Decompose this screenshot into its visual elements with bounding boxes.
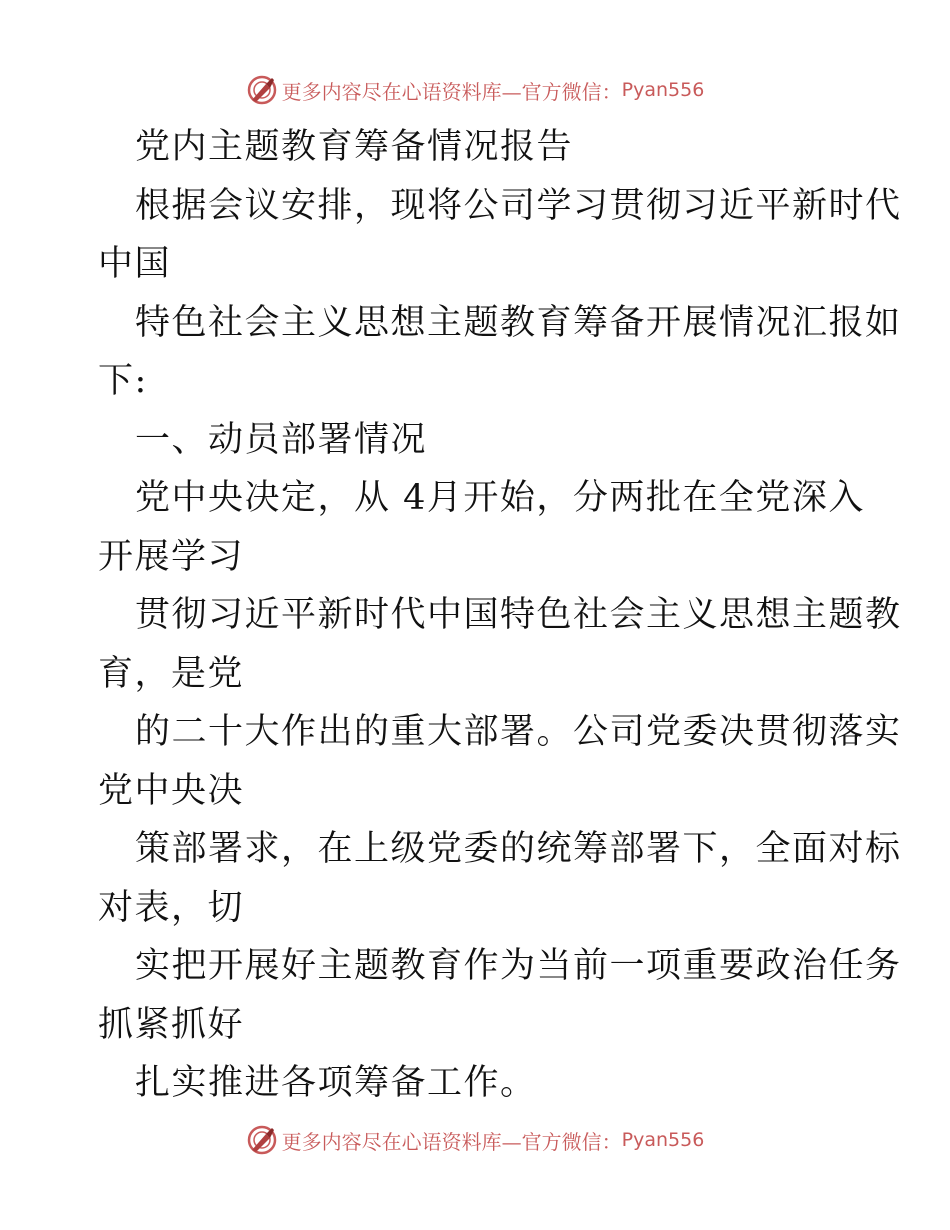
text-line: 中国	[98, 244, 172, 284]
text-line: 扎实推进各项筹备工作。	[135, 1063, 537, 1103]
text-line: 特色社会主义思想主题教育筹备开展情况汇报如	[135, 302, 902, 343]
text-line: 根据会议安排，现将公司学习贯彻习近平新时代	[135, 185, 902, 226]
document-body	[98, 118, 902, 1113]
pen-logo-icon	[246, 74, 278, 106]
pen-logo-icon	[246, 1124, 278, 1156]
text-line: 的二十大作出的重大部署。公司党委决贯彻落实	[135, 712, 902, 752]
text-line: 下:	[98, 361, 148, 401]
text-line: 贯彻习近平新时代中国特色社会主义思想主题教	[135, 595, 902, 635]
text-line: 实把开展好主题教育作为当前一项重要政治任务	[135, 946, 902, 986]
text-line: 育，是党	[98, 653, 245, 694]
banner-wechat-id: Pyan556	[621, 79, 705, 101]
text-line: 策部署求，在上级党委的统筹部署下，全面对标	[135, 829, 902, 869]
banner-wechat-id: Pyan556	[621, 1129, 705, 1151]
text-line: 党中央决定，从 4月开始，分两批在全党深入	[135, 478, 865, 518]
text-line: 一、动员部署情况	[135, 419, 428, 460]
text-line: 党内主题教育筹备情况报告	[135, 127, 574, 167]
text-line: 对表，切	[98, 887, 245, 928]
text-line: 抓紧抓好	[98, 1004, 245, 1045]
banner-text: 更多内容尽在心语资料库—官方微信：	[281, 1129, 622, 1154]
header-banner	[0, 70, 950, 110]
text-line: 开展学习	[98, 536, 245, 577]
text-line: 党中央决	[98, 770, 245, 811]
banner-text: 更多内容尽在心语资料库—官方微信：	[281, 79, 622, 104]
footer-banner	[0, 1120, 950, 1160]
